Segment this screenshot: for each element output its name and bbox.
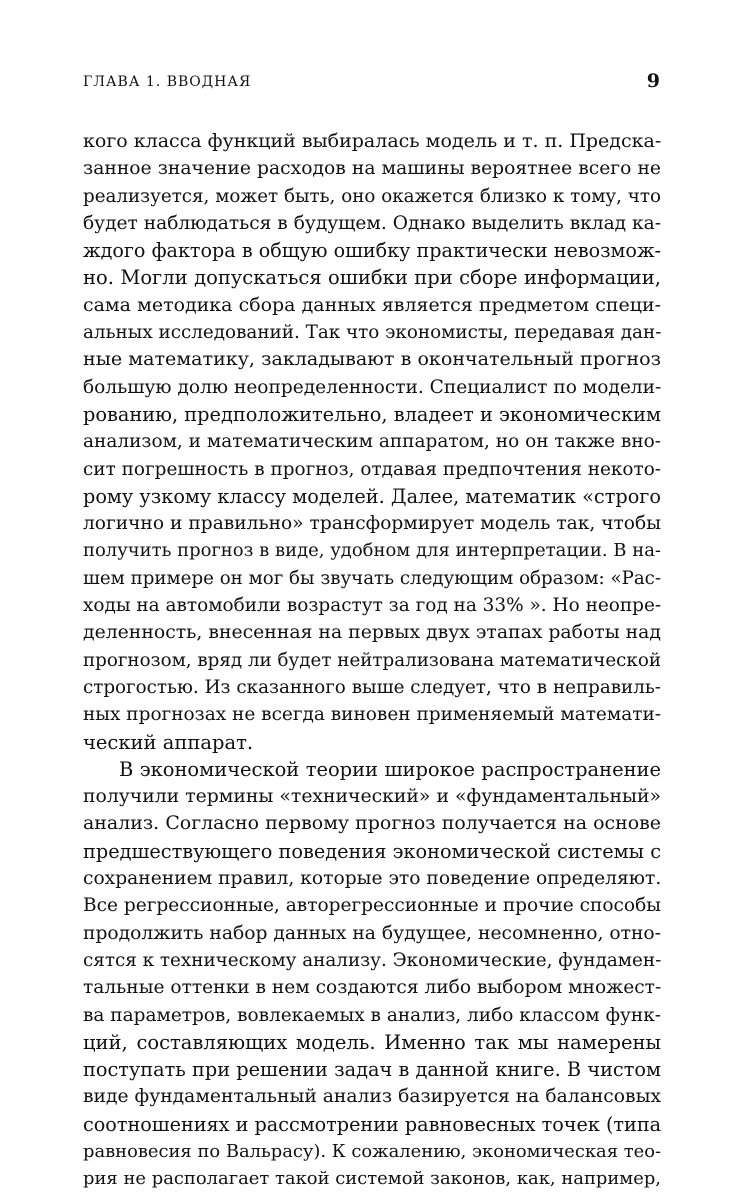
text-line: ные математику, закладывают в окончательный прогноз (83, 348, 661, 371)
text-line: будет наблюдаться в будущем. Однако выделить вклад ка- (83, 212, 661, 234)
text-line: сама методика сбора данных является предметом специ- (83, 293, 661, 316)
body-text (83, 128, 661, 1193)
text-line: рия не располагает такой системой законов, как, например, (83, 1168, 661, 1190)
text-line: деленность, внесенная на первых двух этапах работы над (83, 622, 661, 644)
text-line: сит погрешность в прогноз, отдавая предпочтения некото- (83, 458, 661, 480)
running-head: ГЛАВА 1. ВВОДНАЯ (83, 74, 252, 90)
text-line: шем примере он мог бы звучать следующим образом: «Рас- (83, 567, 661, 589)
text-line: логично и правильно» трансформирует модель так, чтобы (83, 513, 661, 535)
text-line: ходы на автомобили возрастут за год на 33% ». Но неопре- (83, 595, 662, 617)
text-line: анализом, и математическим аппаратом, но он также вно- (83, 431, 661, 453)
text-line: ждого фактора в общую ошибку практически невозмож- (83, 239, 661, 263)
text-line: рому узкому классу моделей. Далее, математик «строго (83, 484, 661, 508)
paragraph-1 (83, 128, 661, 756)
text-line: сохранением правил, которые это поведение определяют. (83, 868, 662, 890)
text-line: рованию, предположительно, владеет и экономическим (83, 402, 662, 426)
text-line: соотношениях и рассмотрении равновесных точек (типа (83, 1112, 662, 1136)
text-line: кого класса функций выбиралась модель и т. п. Предска- (83, 130, 662, 152)
text-line: занное значение расходов на машины вероятнее всего не (83, 158, 661, 180)
text-line: альных исследований. Так что экономисты, передавая дан- (83, 322, 662, 344)
text-line: ческий аппарат. (83, 730, 254, 754)
text-line: равновесия по Вальрасу). К сожалению, экономическая тео- (83, 1140, 661, 1162)
text-line: реализуется, может быть, оно окажется близко к тому, что (83, 185, 661, 207)
page-number: 9 (646, 70, 660, 92)
text-line: виде фундаментальный анализ базируется на балансовых (83, 1086, 661, 1108)
text-line: тальные оттенки в нем создаются либо выбором множест- (83, 977, 662, 999)
text-line: ций, составляющих модель. Именно так мы намерены (83, 1030, 661, 1054)
text-line: ва параметров, вовлекаемых в анализ, либо классом функ- (83, 1004, 661, 1026)
text-line: Все регрессионные, авторегрессионные и прочие способы (83, 895, 661, 917)
text-line: предшествующего поведения экономической системы с (83, 839, 661, 863)
text-line: анализ. Согласно первому прогноз получается на основе (83, 812, 661, 835)
text-line: большую долю неопределенности. Специалист по модели- (83, 376, 662, 398)
text-line: прогнозом, вряд ли будет нейтрализована математической (83, 649, 661, 671)
text-line: сятся к техническому анализу. Экономические, фундамен- (83, 949, 662, 971)
text-line: продолжить набор данных на будущее, несомненно, отно- (83, 922, 661, 944)
text-line: строгостью. Из сказанного выше следует, что в неправиль- (83, 676, 661, 698)
text-line: ных прогнозах не всегда виновен применяемый математи- (83, 704, 661, 726)
text-line: В экономической теории широкое распространение (119, 757, 661, 781)
text-line: получили термины «технический» и «фундаментальный» (83, 786, 661, 808)
paragraph-2 (83, 756, 661, 1193)
text-line: но. Могли допускаться ошибки при сборе информации, (83, 266, 661, 290)
text-line: получить прогноз в виде, удобном для интерпретации. В на- (83, 540, 661, 562)
text-line: поступать при решении задач в данной книге. В чистом (83, 1058, 661, 1082)
